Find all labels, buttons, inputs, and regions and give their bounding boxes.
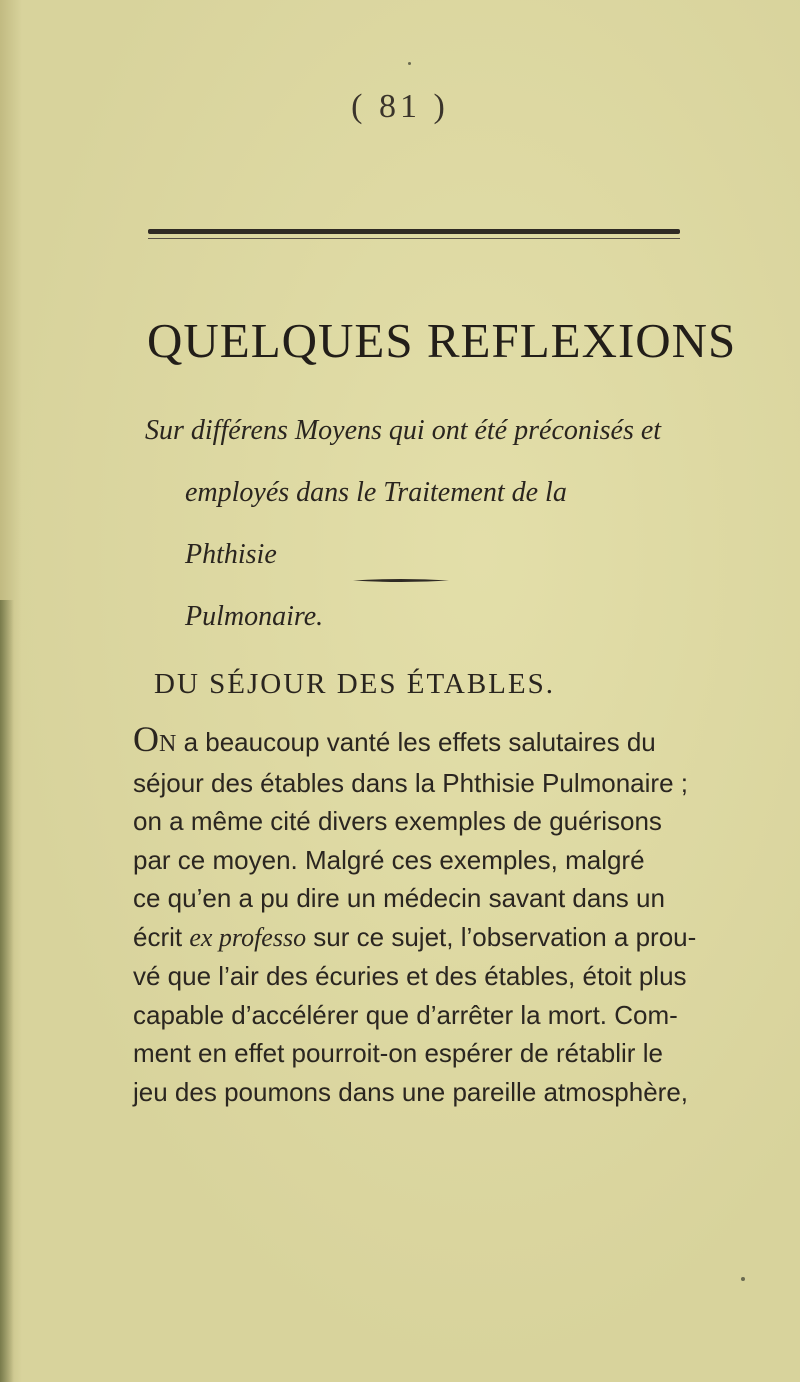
text-span: a beaucoup vanté les effets salutaires du [176,727,656,757]
header-rule-thin [148,238,680,239]
paper-speck [408,62,411,65]
text-line [133,720,673,764]
subtitle-line: employés dans le Traitement de la Phthisie [185,477,567,570]
page-number: ( 81 ) [351,88,449,125]
text-span: écrit [133,921,190,952]
latin-phrase: ex professo [189,922,307,952]
text-line: séjour des étables dans la Phthisie Pulmonaire ; [133,767,688,798]
ornamental-rule [353,578,449,583]
paper-speck [741,1277,745,1281]
text-span: sur ce sujet, l’observation a prou- [306,921,697,952]
header-rule-thick [148,229,680,234]
section-heading: DU SÉJOUR DES ÉTABLES. [154,668,555,700]
small-caps: N [159,731,177,757]
chapter-subtitle [145,400,665,648]
drop-cap: O [133,719,159,759]
gutter-shadow [0,600,14,1382]
subtitle-line: Pulmonaire. [185,601,324,632]
body-paragraph [133,719,697,1111]
subtitle-line: Sur différens Moyens qui ont été préconisés et [145,415,662,446]
text-line: ce qu’en a pu dire un médecin savant dans un [133,883,665,913]
text-line: par ce moyen. Malgré ces exemples, malgré [133,844,645,875]
text-line: vé que l’air des écuries et des étables, étoit plus [133,961,687,991]
text-line [133,918,697,958]
text-line: capable d’accélérer que d’arrêter la mort. Com- [133,999,678,1030]
text-line: on a même cité divers exemples de guérisons [133,806,662,836]
chapter-title: QUELQUES REFLEXIONS [147,313,737,368]
text-line: ment en effet pourroit-on espérer de rétablir le [133,1038,663,1068]
text-line: jeu des poumons dans une pareille atmosphère, [133,1076,689,1107]
